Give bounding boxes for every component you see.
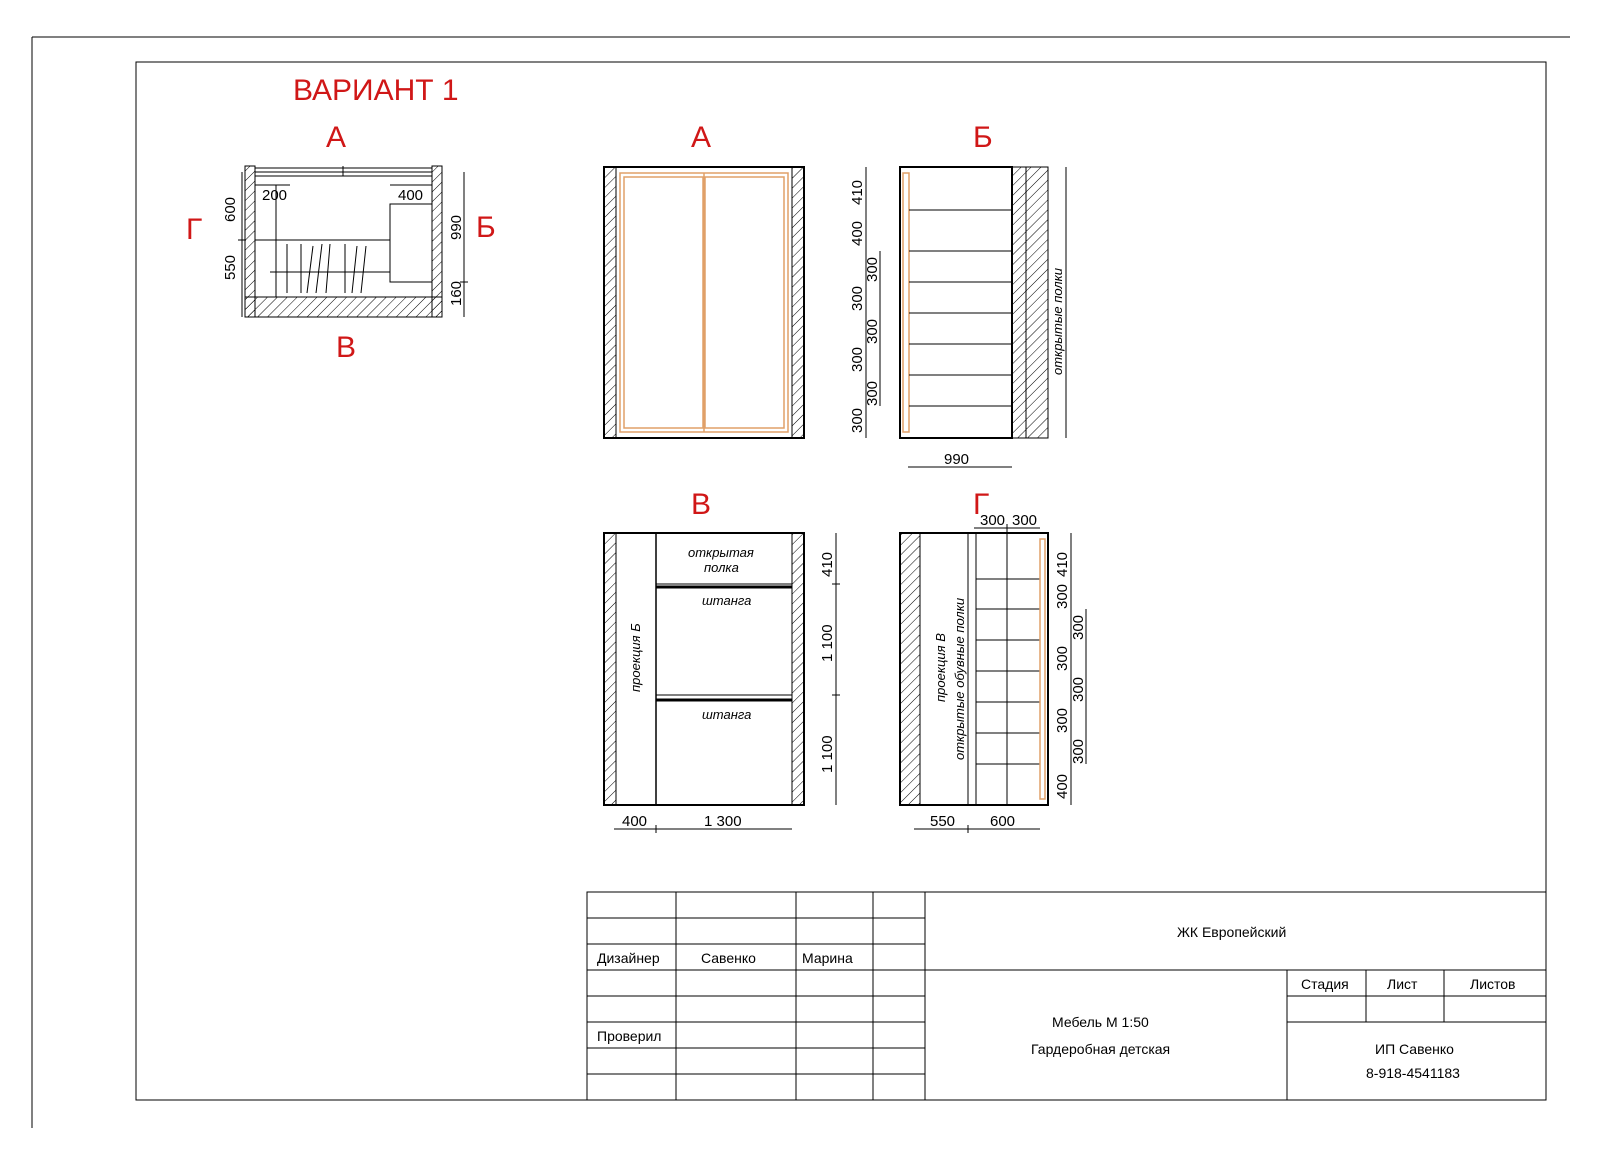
view-b-note: открытые полки — [1050, 267, 1065, 375]
tb-project: ЖК Европейский — [1177, 924, 1287, 940]
tb-designer-last: Савенко — [701, 950, 756, 966]
plan-view — [186, 121, 496, 364]
view-v-wall-right — [792, 533, 804, 805]
view-g-dim-bottom-0: 550 — [930, 813, 956, 830]
view-g-interior — [968, 533, 1040, 805]
plan-wall-left — [245, 166, 255, 317]
view-a-doors — [620, 173, 788, 432]
view-b-width: 990 — [944, 451, 970, 468]
view-v-dim-bottom-1: 1 300 — [704, 813, 742, 830]
view-g-dim-inner-2: 300 — [1070, 738, 1087, 764]
view-g-dim-inner-0: 300 — [1070, 614, 1087, 640]
view-v-dim-right-1: 1 100 — [819, 624, 836, 662]
view-b-door-profile — [903, 173, 909, 432]
view-g-dim-right-4: 400 — [1054, 773, 1071, 799]
view-b-dim-inner-1: 300 — [864, 318, 881, 344]
tb-stage-header: Стадия — [1301, 976, 1349, 992]
view-a-wall-left — [604, 167, 616, 438]
view-a-wall-right — [792, 167, 804, 438]
plan-wall-right — [432, 166, 442, 317]
view-g-dim-right-3: 300 — [1054, 707, 1071, 733]
view-g-wall — [900, 533, 920, 805]
plan-dim-160: 160 — [448, 280, 465, 306]
view-g-dim-bottom-1: 600 — [990, 813, 1016, 830]
view-v-top-note-2: полка — [704, 560, 739, 575]
view-a-label: А — [691, 121, 712, 154]
plan-dim-400: 400 — [398, 187, 424, 204]
view-g-door-profile — [1040, 539, 1045, 799]
view-v-wall-left — [604, 533, 616, 805]
view-b-dim-inner-2: 300 — [864, 380, 881, 406]
view-g-left-note-2: открытые обувные полки — [952, 597, 967, 760]
view-b-label: Б — [973, 121, 993, 154]
view-g-dim-top-0: 300 — [980, 512, 1006, 529]
view-b-dim-left-0: 410 — [849, 179, 866, 205]
view-b-wall — [1012, 167, 1048, 438]
view-g — [900, 488, 1087, 833]
plan-dim-200: 200 — [262, 187, 288, 204]
view-g-label: Г — [973, 488, 990, 521]
plan-dim-550: 550 — [222, 254, 239, 280]
view-g-dim-top-1: 300 — [1012, 512, 1038, 529]
view-v-top-note-1: открытая — [688, 545, 754, 560]
view-g-dim-inner-1: 300 — [1070, 676, 1087, 702]
view-v — [604, 488, 840, 833]
plan-door-rail — [255, 166, 432, 176]
plan-label-left: Г — [186, 213, 203, 246]
plan-label-top: А — [326, 121, 347, 154]
plan-label-right: Б — [476, 211, 496, 244]
view-g-dim-right-0: 410 — [1054, 551, 1071, 577]
view-v-dim-lines — [614, 533, 840, 833]
view-g-dim-right-2: 300 — [1054, 645, 1071, 671]
view-v-dim-right-2: 1 100 — [819, 735, 836, 773]
view-v-left-note: проекция Б — [628, 623, 643, 692]
tb-sheet-header: Лист — [1387, 976, 1418, 992]
tb-company: ИП Савенко — [1375, 1041, 1454, 1057]
view-v-dim-bottom-0: 400 — [622, 813, 648, 830]
plan-dim-600: 600 — [222, 196, 239, 222]
view-v-dim-right-0: 410 — [819, 551, 836, 577]
tb-role-designer: Дизайнер — [597, 950, 660, 966]
tb-designer-first: Марина — [802, 950, 853, 966]
plan-wall-bottom — [245, 297, 442, 317]
view-v-label: В — [691, 488, 712, 521]
view-b-dim-left-1: 400 — [849, 220, 866, 246]
view-b-shelves — [909, 210, 1012, 406]
view-b-dim-left-4: 300 — [849, 407, 866, 433]
tb-sheets-header: Листов — [1470, 976, 1516, 992]
tb-role-checked: Проверил — [597, 1028, 662, 1044]
tb-desc-1: Мебель М 1:50 — [1052, 1014, 1149, 1030]
view-v-rod-2: штанга — [702, 707, 752, 722]
view-b-dim-inner-0: 300 — [864, 256, 881, 282]
view-a — [604, 121, 804, 438]
view-v-rod-1: штанга — [702, 593, 752, 608]
plan-label-bottom: В — [336, 331, 357, 364]
view-b-dim-left-2: 300 — [849, 285, 866, 311]
view-b — [849, 121, 1066, 468]
tb-desc-2: Гардеробная детская — [1031, 1041, 1171, 1057]
view-b-dim-left-3: 300 — [849, 346, 866, 372]
plan-dim-990: 990 — [448, 214, 465, 240]
view-g-dim-right-1: 300 — [1054, 583, 1071, 609]
variant-title: ВАРИАНТ 1 — [293, 74, 459, 107]
view-g-left-note-1: проекция В — [933, 633, 948, 702]
tb-phone: 8-918-4541183 — [1366, 1065, 1460, 1081]
